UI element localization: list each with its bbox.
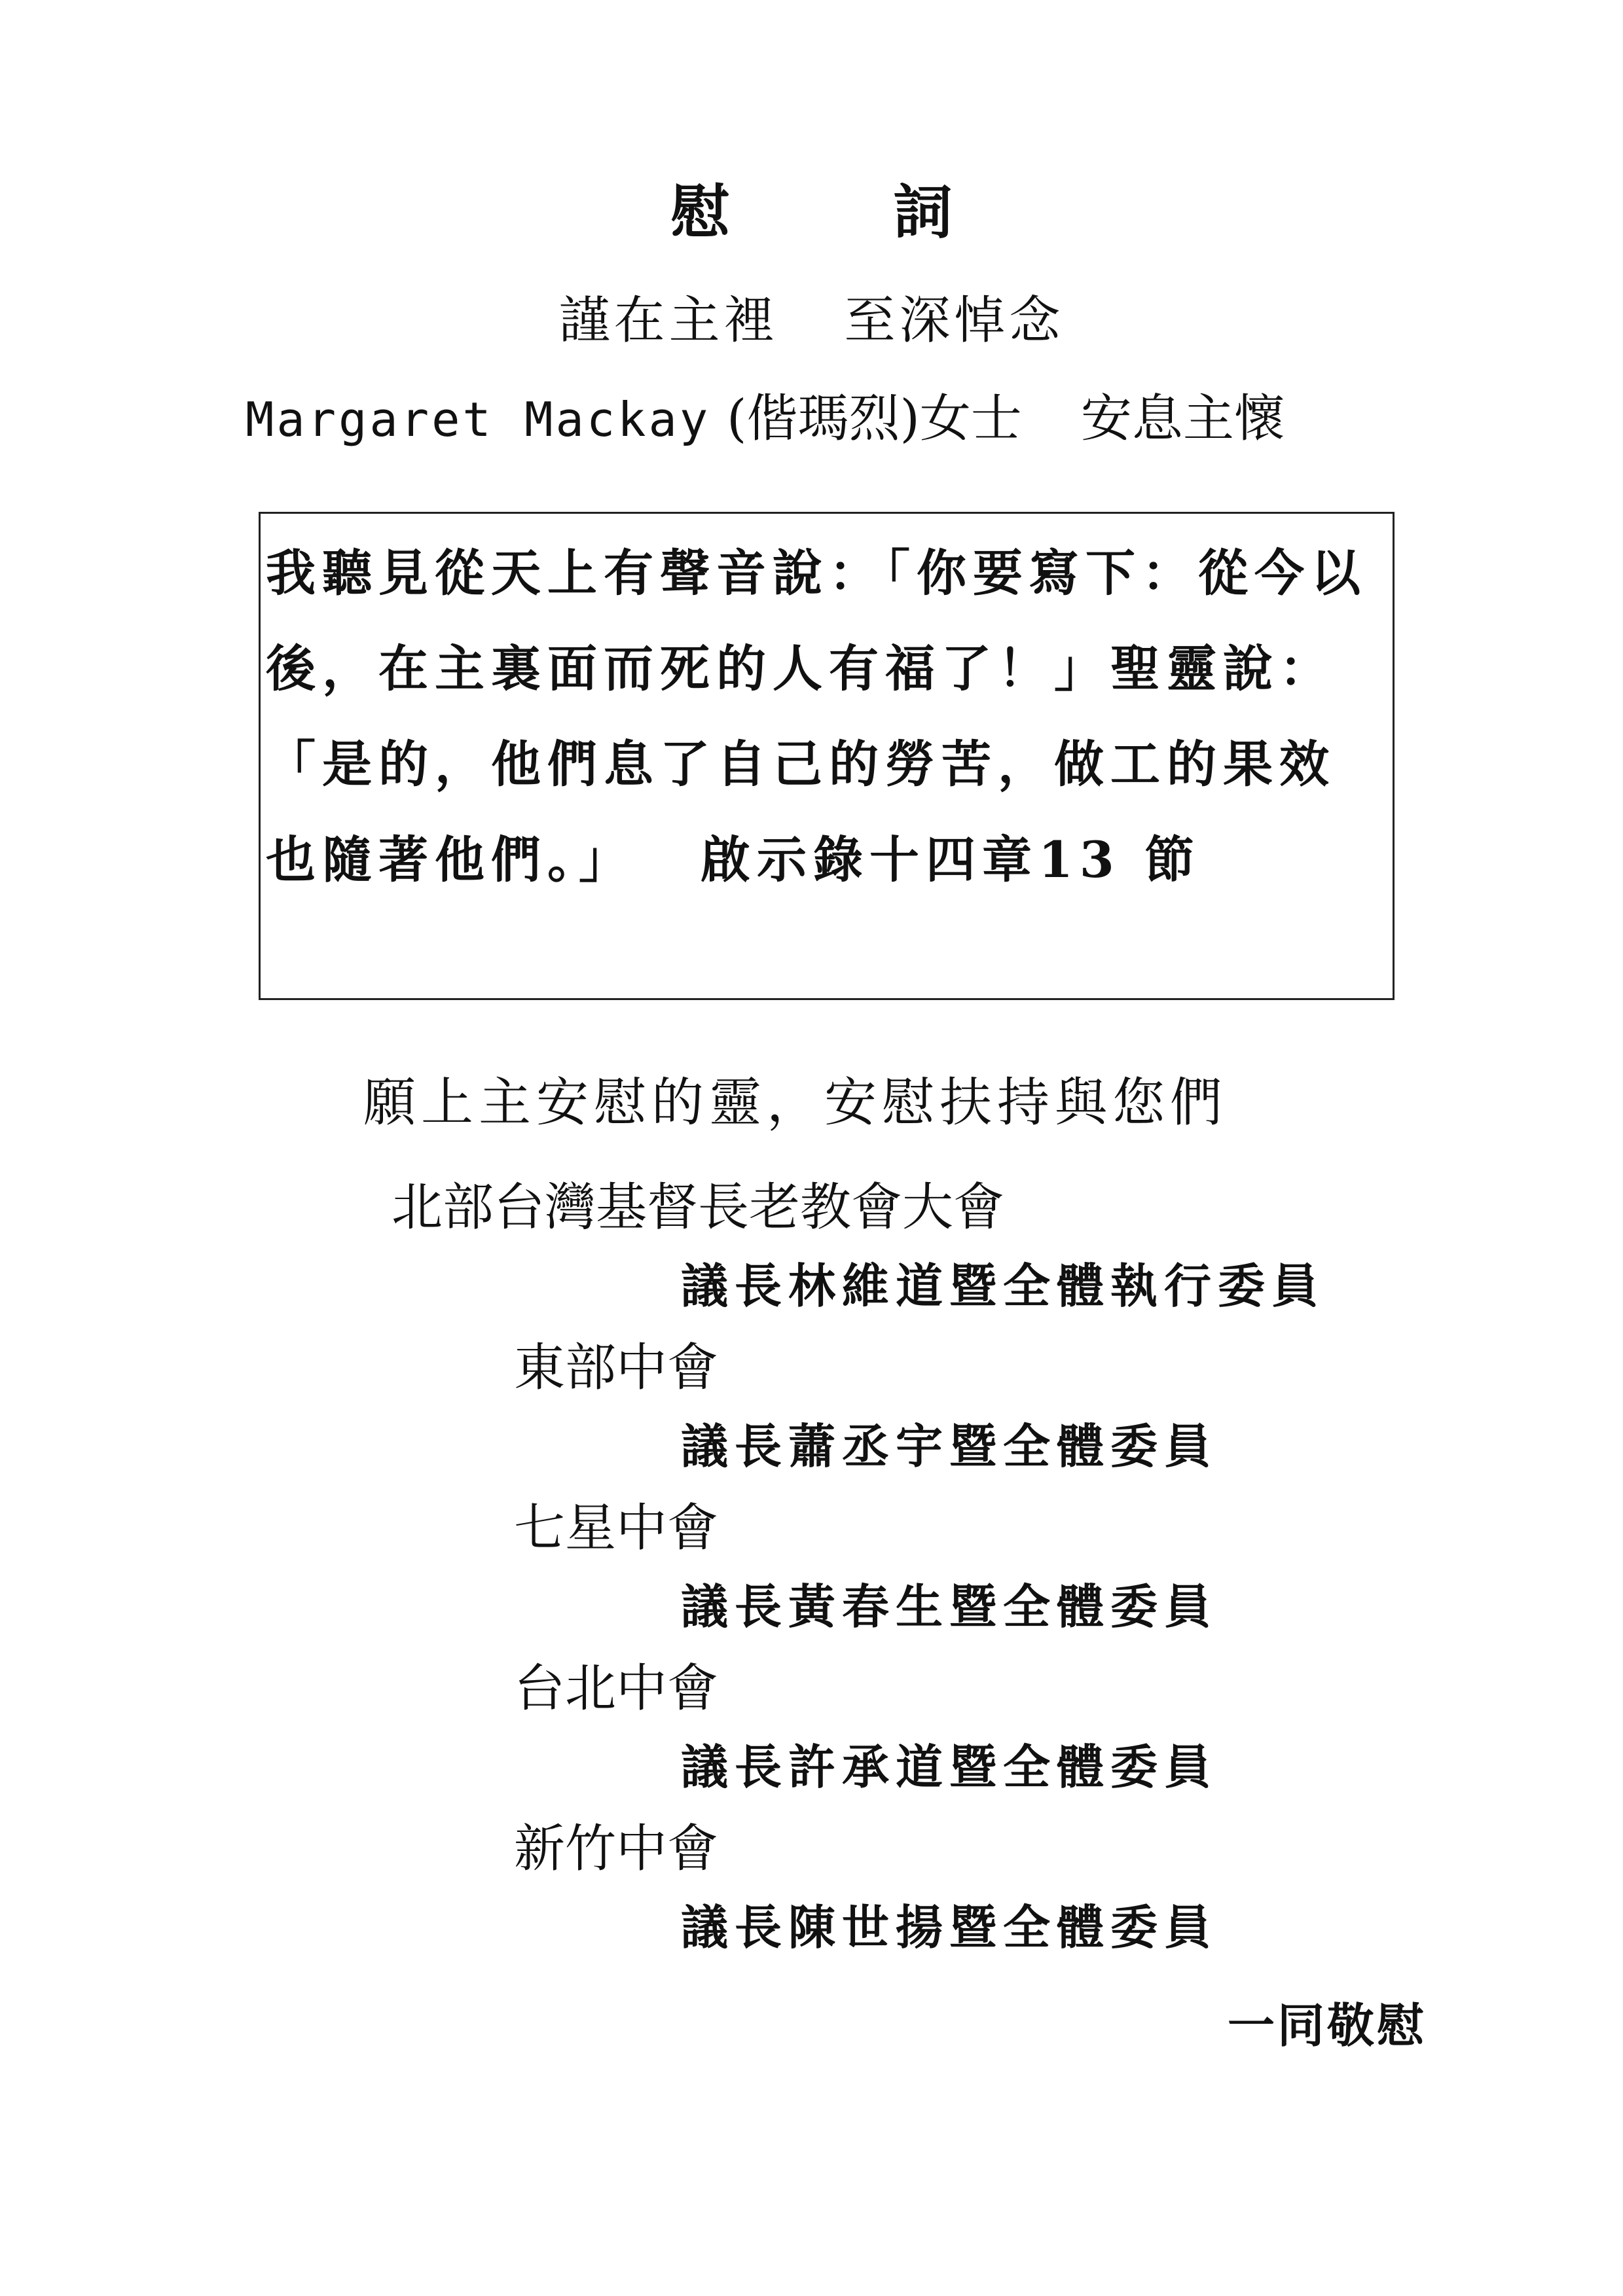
sender-signer-eastern: 議長蕭丞宇暨全體委員 [681,1418,1218,1474]
sender-org-hsinchu: 新竹中會 [514,1820,719,1878]
sender-signer-qixing: 議長黃春生暨全體委員 [681,1579,1218,1634]
scripture-reference: 啟示錄十四章13 節 [701,831,1201,889]
sender-signer-hsinchu: 議長陳世揚暨全體委員 [681,1899,1218,1955]
closing-phrase: 一同敬慰 [1227,1998,1427,2053]
scripture-text [266,526,1379,908]
subtitle-part-1: 謹在主裡 [558,291,779,350]
sender-org-taipei: 台北中會 [514,1659,719,1718]
deceased-latin-name: Margaret Mackay [246,392,711,447]
subtitle-part-2: 至深悼念 [844,291,1065,350]
deceased-line [246,386,1285,452]
sender-signer-taipei: 議長許承道暨全體委員 [681,1739,1218,1795]
sender-org-qixing: 七星中會 [514,1499,719,1558]
memorial-subtitle [0,288,1623,353]
sender-signer-general-assembly: 議長林維道暨全體執行委員 [681,1258,1326,1314]
page-title: 慰詞 [670,178,1116,247]
scripture-verse: 我聽見從天上有聲音說：「你要寫下：從今以後，在主裏面而死的人有福了！」聖靈說：「是的，他們息了自己的勞苦，做工的果效也隨著他們。」 [266,544,1367,889]
deceased-chinese-name: (偕瑪烈)女士 [727,389,1022,448]
comfort-line: 願上主安慰的靈，安慰扶持與您們 [363,1072,1228,1133]
sender-org-general-assembly: 北部台灣基督長老教會大會 [392,1178,1005,1237]
scripture-box [259,512,1395,1000]
sender-org-eastern: 東部中會 [514,1338,719,1397]
rest-phrase: 安息主懷 [1080,389,1285,448]
